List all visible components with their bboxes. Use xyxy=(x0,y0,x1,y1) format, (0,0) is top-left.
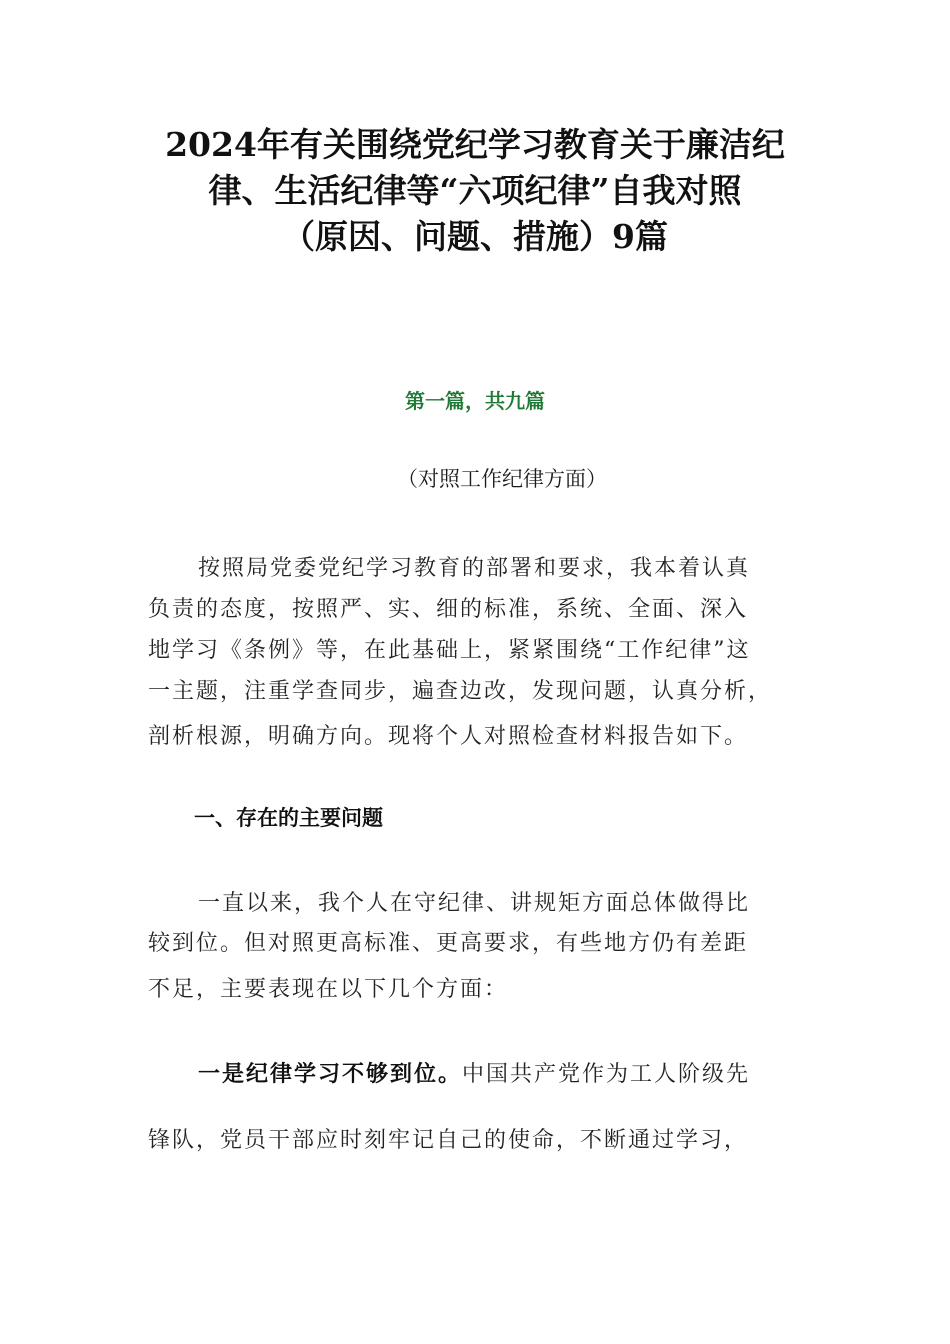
paragraph-line: 较到位。但对照更高标准、更高要求，有些地方仍有差距 xyxy=(148,931,749,956)
section-heading: 一、存在的主要问题 xyxy=(194,806,383,830)
point-one-paragraph xyxy=(148,1054,832,1161)
paragraph-line: 一直以来，我个人在守纪律、讲规矩方面总体做得比 xyxy=(198,891,751,916)
paragraph-line: 锋队，党员干部应时刻牢记自己的使命，不断通过学习， xyxy=(148,1128,749,1153)
paragraph-line: 负责的态度，按照严、实、细的标准，系统、全面、深入 xyxy=(148,597,749,622)
part-heading: 第一篇，共九篇 xyxy=(405,389,545,413)
paragraph-line: 剖析根源，明确方向。现将个人对照检查材料报告如下。 xyxy=(148,724,749,749)
paragraph-line: 一主题，注重学查同步，遍查边改，发现问题，认真分析， xyxy=(148,679,773,704)
title-line: 律、生活纪律等“六项纪律”自我对照 xyxy=(208,171,742,210)
title-line: （原因、问题、措施）9篇 xyxy=(282,217,668,256)
paragraph-line: 按照局党委党纪学习教育的部署和要求，我本着认真 xyxy=(198,556,751,581)
subheading: （对照工作纪律方面） xyxy=(397,467,607,491)
paragraph-line xyxy=(148,1054,832,1095)
title-line: 2024年有关围绕党纪学习教育关于廉洁纪 xyxy=(165,125,785,164)
point-one-lead: 一是纪律学习不够到位。 xyxy=(198,1061,463,1087)
document-title xyxy=(120,122,830,260)
paragraph-line: 地学习《条例》等，在此基础上，紧紧围绕“工作纪律”这 xyxy=(148,638,751,663)
intro-paragraph xyxy=(148,548,832,759)
problems-intro-paragraph xyxy=(148,884,832,1010)
paragraph-line: 不足，主要表现在以下几个方面： xyxy=(148,977,509,1002)
point-one-text: 中国共产党作为工人阶级先 xyxy=(462,1062,751,1087)
